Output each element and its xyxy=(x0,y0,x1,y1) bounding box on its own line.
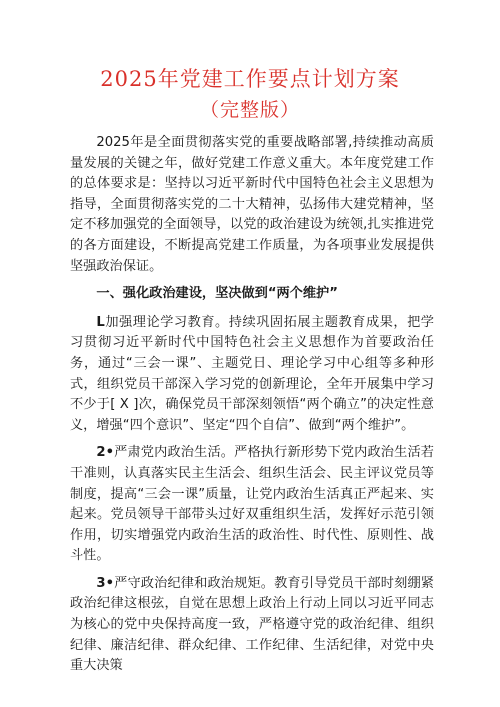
item-text: 加强理论学习教育。持续巩固拓展主题教育成果，把学习贯彻习近平新时代中国特色社会主义思想作为首要政治任务，通过“三会一课”、主题党日、理论学习中心组等多种形式，组织党员干部深入学习党的创新理论，全年开展集中学习不少于[ X ]次，确保党员干部深刻领悟“两个确立”的决定性意义，增强“四个意识”、坚定“四个自信”、做到“两个维护”。 xyxy=(70,314,434,433)
item-text: 严守政治纪律和政治规矩。教育引导党员干部时刻绷紧政治纪律这根弦，自觉在思想上政治上行动上同以习近平同志为核心的党中央保持高度一致，严格遵守党的政治纪律、组织纪律、廉洁纪律、群众纪律、工作纪律、生活纪律，对党中央重大决策 xyxy=(70,575,434,674)
item-number: 3• xyxy=(96,575,114,591)
list-item xyxy=(70,313,434,437)
document-title: 2025年党建工作要点计划方案 xyxy=(100,67,400,91)
list-item xyxy=(70,574,434,677)
item-text: 严肃党内政治生活。严格执行新形势下党内政治生活若干准则，认真落实民主生活会、组织生活会、民主评议党员等制度，提高“三会一课”质量，让党内政治生活真正严起来、实起来。党员领导干部带头过好双重组织生活，发挥好示范引领作用，切实增强党内政治生活的政治性、时代性、原则性、战斗性。 xyxy=(70,445,434,564)
intro-paragraph: 2025年是全面贯彻落实党的重要战略部署,持续推动高质量发展的关键之年，做好党建工作意义重大。本年度党建工作的总体要求是：坚持以习近平新时代中国特色社会主义思想为指导，全面贯彻落实党的二十大精神，弘扬伟大建党精神，坚定不移加强党的全面领导，以党的政治建设为统领,扎实推进党的各方面建设，不断提高党建工作质量，为各项事业发展提供坚强政治保证。 xyxy=(70,135,434,274)
item-number: L xyxy=(96,314,105,330)
section-heading: 一、强化政治建设，坚决做到“两个维护” xyxy=(96,286,338,302)
document-body xyxy=(70,133,434,684)
document-subtitle: （完整版） xyxy=(199,99,300,121)
item-number: 2• xyxy=(96,445,114,461)
list-item xyxy=(70,443,434,567)
